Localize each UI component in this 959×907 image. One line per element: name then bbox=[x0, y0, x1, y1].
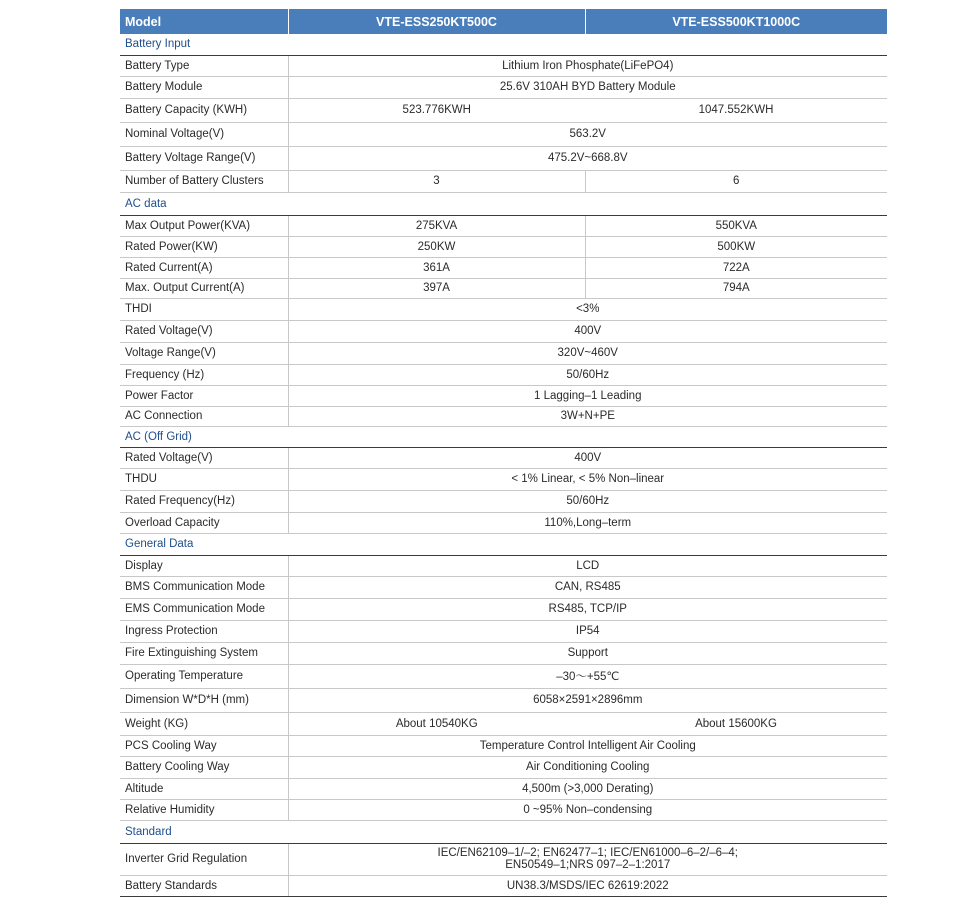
spec-value-col1: 250KW bbox=[288, 236, 585, 257]
spec-row-battery-voltage-range bbox=[120, 146, 887, 170]
spec-label: Number of Battery Clusters bbox=[120, 170, 288, 192]
spec-label: Max Output Power(KVA) bbox=[120, 215, 288, 236]
spec-row-bms-communication bbox=[120, 576, 887, 598]
spec-label: Power Factor bbox=[120, 385, 288, 406]
spec-value-col1: 3 bbox=[288, 170, 585, 192]
spec-value: 50/60Hz bbox=[288, 490, 887, 512]
spec-label: Inverter Grid Regulation bbox=[120, 843, 288, 875]
spec-value: IP54 bbox=[288, 620, 887, 642]
spec-label: Rated Frequency(Hz) bbox=[120, 490, 288, 512]
spec-value: 1 Lagging–1 Leading bbox=[288, 385, 887, 406]
spec-label: Battery Voltage Range(V) bbox=[120, 146, 288, 170]
spec-label: Battery Module bbox=[120, 76, 288, 98]
spec-value: 320V~460V bbox=[288, 342, 887, 364]
spec-value-col1: 275KVA bbox=[288, 215, 585, 236]
spec-row-relative-humidity bbox=[120, 799, 887, 820]
spec-row-ingress-protection bbox=[120, 620, 887, 642]
spec-label: Operating Temperature bbox=[120, 664, 288, 688]
spec-row-operating-temperature bbox=[120, 664, 887, 688]
model-header: Model bbox=[120, 9, 288, 34]
spec-row-battery-capacity bbox=[120, 98, 887, 122]
spec-label: Altitude bbox=[120, 778, 288, 799]
spec-value-col1: 523.776KWH bbox=[288, 98, 585, 122]
spec-value: Temperature Control Intelligent Air Cooling bbox=[288, 735, 887, 756]
spec-value-col2: 6 bbox=[585, 170, 887, 192]
spec-value: 25.6V 310AH BYD Battery Module bbox=[288, 76, 887, 98]
spec-label: Ingress Protection bbox=[120, 620, 288, 642]
spec-row-dimension bbox=[120, 688, 887, 712]
spec-value: Air Conditioning Cooling bbox=[288, 756, 887, 778]
spec-row-weight bbox=[120, 712, 887, 735]
spec-label: Rated Power(KW) bbox=[120, 236, 288, 257]
header-row bbox=[120, 9, 887, 34]
spec-row-thdi bbox=[120, 298, 887, 320]
spec-value: 400V bbox=[288, 447, 887, 468]
spec-table bbox=[120, 9, 887, 897]
spec-row-rated-voltage bbox=[120, 320, 887, 342]
spec-value-col1: 397A bbox=[288, 278, 585, 298]
spec-value: 6058×2591×2896mm bbox=[288, 688, 887, 712]
spec-label: Rated Voltage(V) bbox=[120, 447, 288, 468]
spec-label: EMS Communication Mode bbox=[120, 598, 288, 620]
section-title-standard: Standard bbox=[120, 820, 887, 843]
section-row bbox=[120, 192, 887, 215]
section-title-general-data: General Data bbox=[120, 533, 887, 555]
spec-row-pcs-cooling bbox=[120, 735, 887, 756]
spec-label: Frequency (Hz) bbox=[120, 364, 288, 385]
spec-label: Fire Extinguishing System bbox=[120, 642, 288, 664]
spec-value-line: IEC/EN62109–1/–2; EN62477–1; IEC/EN61000–6–2/–6–4; bbox=[437, 847, 738, 859]
spec-value: < 1% Linear, < 5% Non–linear bbox=[288, 468, 887, 490]
spec-row-frequency bbox=[120, 364, 887, 385]
spec-label: THDI bbox=[120, 298, 288, 320]
spec-value: 563.2V bbox=[288, 122, 887, 146]
spec-value: 475.2V~668.8V bbox=[288, 146, 887, 170]
spec-value: RS485, TCP/IP bbox=[288, 598, 887, 620]
spec-value: Lithium Iron Phosphate(LiFePO4) bbox=[288, 55, 887, 76]
spec-row-battery-clusters bbox=[120, 170, 887, 192]
section-title-ac-off-grid: AC (Off Grid) bbox=[120, 426, 887, 447]
spec-row-ac-connection bbox=[120, 406, 887, 426]
spec-label: Battery Type bbox=[120, 55, 288, 76]
spec-row-display bbox=[120, 555, 887, 576]
spec-label: Battery Cooling Way bbox=[120, 756, 288, 778]
spec-value-col2: 722A bbox=[585, 257, 887, 278]
spec-label: Display bbox=[120, 555, 288, 576]
spec-value: Support bbox=[288, 642, 887, 664]
spec-row-rated-power bbox=[120, 236, 887, 257]
spec-value: 110%,Long–term bbox=[288, 512, 887, 533]
spec-label: Overload Capacity bbox=[120, 512, 288, 533]
spec-label: PCS Cooling Way bbox=[120, 735, 288, 756]
spec-row-battery-cooling bbox=[120, 756, 887, 778]
spec-label: AC Connection bbox=[120, 406, 288, 426]
spec-value-col2: 500KW bbox=[585, 236, 887, 257]
spec-row-inverter-grid-regulation bbox=[120, 843, 887, 875]
spec-row-fire-extinguishing bbox=[120, 642, 887, 664]
spec-label: THDU bbox=[120, 468, 288, 490]
section-row bbox=[120, 34, 887, 55]
spec-value-col2: 550KVA bbox=[585, 215, 887, 236]
spec-label: BMS Communication Mode bbox=[120, 576, 288, 598]
spec-label: Max. Output Current(A) bbox=[120, 278, 288, 298]
spec-row-ems-communication bbox=[120, 598, 887, 620]
spec-row-max-output-current bbox=[120, 278, 887, 298]
spec-label: Dimension W*D*H (mm) bbox=[120, 688, 288, 712]
spec-label: Weight (KG) bbox=[120, 712, 288, 735]
spec-value: 4,500m (>3,000 Derating) bbox=[288, 778, 887, 799]
spec-row-overload-capacity bbox=[120, 512, 887, 533]
section-title-ac-data: AC data bbox=[120, 192, 887, 215]
section-row bbox=[120, 820, 887, 843]
section-row bbox=[120, 533, 887, 555]
section-title-battery-input: Battery Input bbox=[120, 34, 887, 55]
spec-row-altitude bbox=[120, 778, 887, 799]
spec-value-col1: About 10540KG bbox=[288, 712, 585, 735]
spec-value: 0 ~95% Non–condensing bbox=[288, 799, 887, 820]
spec-row-battery-standards bbox=[120, 875, 887, 896]
spec-row-off-grid-rated-voltage bbox=[120, 447, 887, 468]
spec-value: 50/60Hz bbox=[288, 364, 887, 385]
model-col2-header: VTE-ESS500KT1000C bbox=[585, 9, 887, 34]
spec-row-rated-frequency bbox=[120, 490, 887, 512]
spec-value-col2: About 15600KG bbox=[585, 712, 887, 735]
spec-label: Rated Current(A) bbox=[120, 257, 288, 278]
spec-label: Battery Capacity (KWH) bbox=[120, 98, 288, 122]
spec-row-max-output-power bbox=[120, 215, 887, 236]
spec-value-col1: 361A bbox=[288, 257, 585, 278]
spec-value: UN38.3/MSDS/IEC 62619:2022 bbox=[288, 875, 887, 896]
spec-value: <3% bbox=[288, 298, 887, 320]
spec-value-line: EN50549–1;NRS 097–2–1:2017 bbox=[505, 859, 671, 871]
spec-label: Rated Voltage(V) bbox=[120, 320, 288, 342]
spec-row-rated-current bbox=[120, 257, 887, 278]
spec-row-voltage-range bbox=[120, 342, 887, 364]
section-row bbox=[120, 426, 887, 447]
spec-value: LCD bbox=[288, 555, 887, 576]
spec-label: Battery Standards bbox=[120, 875, 288, 896]
spec-value-col2: 1047.552KWH bbox=[585, 98, 887, 122]
spec-value: CAN, RS485 bbox=[288, 576, 887, 598]
spec-row-thdu bbox=[120, 468, 887, 490]
spec-row-power-factor bbox=[120, 385, 887, 406]
spec-label: Voltage Range(V) bbox=[120, 342, 288, 364]
spec-row-battery-type bbox=[120, 55, 887, 76]
model-col1-header: VTE-ESS250KT500C bbox=[288, 9, 585, 34]
spec-value: 400V bbox=[288, 320, 887, 342]
spec-value: –30～+55℃ bbox=[288, 664, 887, 688]
spec-row-battery-module bbox=[120, 76, 887, 98]
spec-label: Nominal Voltage(V) bbox=[120, 122, 288, 146]
spec-label: Relative Humidity bbox=[120, 799, 288, 820]
spec-row-nominal-voltage bbox=[120, 122, 887, 146]
spec-value bbox=[288, 843, 887, 875]
spec-value-col2: 794A bbox=[585, 278, 887, 298]
spec-value: 3W+N+PE bbox=[288, 406, 887, 426]
